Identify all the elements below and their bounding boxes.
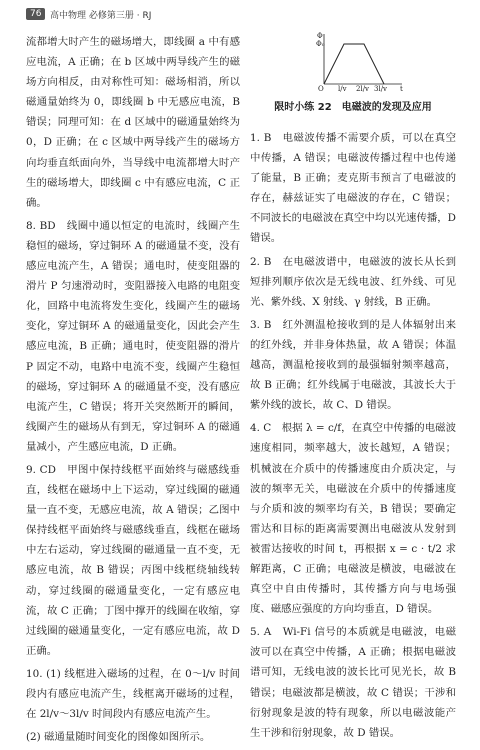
running-head: 高中物理 必修第三册 · RJ (50, 11, 152, 21)
paragraph: 3. B 红外测温枪接收到的是人体辐射出来的红外线，并非身体热量，故 A 错误；体温越高，测温枪接收到的最强辐射频率越高，故 B 正确；红外线属于电磁波，其波长大于紫外线的波长，故 C、D 错误。 (250, 318, 456, 412)
paragraph: 2. B 在电磁波谱中，电磁波的波长从长到短排列顺序依次是无线电波、红外线、可见光、紫外线、X 射线、γ 射线，B 正确。 (250, 255, 456, 308)
page-number: 76 (26, 8, 45, 20)
paragraph: (2) 磁通量随时间变化的图像如图所示。 (26, 731, 211, 744)
flux-time-graph (310, 32, 406, 92)
paragraph: 8. BD 线圈中通以恒定的电流时，线圈产生稳恒的磁场，穿过铜环 A 的磁通量不变，没有感应电流产生，A 错误；通电时，使变阻器的滑片 P 匀速滑动时，变阻器接入电路的电阻变化，回路中电流将发生变化，线圈产生的磁场变化，穿过铜环 A 的磁通量变化，因此会产生感应电流，B 正确；通电时，使变阻器的滑片 P 固定不动，电路中电流不变，线圈产生稳恒的磁场，穿过铜环 A 的磁通量不变，没有感应电流产生，C 错误；将开关突然断开的瞬间，线圈产生的磁场从有到无，穿过铜环 A 的磁通量减小，产生感应电流，D 正确。 (26, 219, 240, 453)
paragraph: 流都增大时产生的磁场增大，即线圈 a 中有感应电流，A 正确；在 b 区域中两导线产生的磁场方向相反，由对称性可知：磁场相消，所以磁通量始终为 0，即线圈 b 中无感应电流，B 错误；同理可知：在 d 区域中的磁通量始终为 0，D 正确；在 c 区域中两导线产生的磁场方向均垂直纸面向外，当导线中电流都增大时产生的磁场增大，即线圈 c 中有感应电流，C 正确。 (26, 36, 240, 209)
x-tick-label: 2l/v (356, 85, 370, 92)
x-tick-label: l/v (338, 85, 347, 92)
paragraph: 4. C 根据 λ = c/f，在真空中传播的电磁波速度相同，频率越大，波长越短，A 错误；机械波在介质中的传播速度由介质决定，与波的频率无关，电磁波在介质中的传播速度与介质和波的频率均有关，B 错误；要确定雷达和目标的距离需要测出电磁波从发射到被雷达接收的时间 t，再根据 x = c · t/2 求解距离，C 正确；电磁波是横波，电磁波在真空中自由传播时，其传播方向与电场强度、磁感应强度的方向均垂直，D 错误。 (250, 422, 456, 616)
paragraph: 5. A Wi-Fi 信号的本质就是电磁波，电磁波可以在真空中传播，A 正确；根据电磁波谱可知，无线电波的波长比可见光长，故 B 错误；电磁波都是横波，故 C 错误；干涉和衍射现象是波的特有现象，所以电磁波能产生干涉和衍射现象，故 D 错误。 (250, 626, 456, 739)
flux-line (324, 44, 384, 84)
y-axis-label: Φ (317, 32, 323, 40)
y-tick-label: Φ₀ (316, 40, 325, 48)
x-axis-label: t (400, 85, 403, 92)
section-title: 限时小练 22 电磁波的发现及应用 (274, 102, 432, 113)
x-tick-label: 3l/v (374, 85, 388, 92)
right-column (250, 128, 456, 746)
paragraph: 10. (1) 线框进入磁场的过程，在 0～l/v 时间段内有感应电流产生，线框离开磁场的过程，在 2l/v～3l/v 时间段内有感应电流产生。 (26, 667, 240, 721)
origin-label: O (318, 85, 324, 92)
left-column (26, 32, 240, 750)
paragraph: 1. B 电磁波传播不需要介质，可以在真空中传播，A 错误；电磁波传播过程中也传递了能量，B 正确；麦克斯韦预言了电磁波的存在，赫兹证实了电磁波的存在，C 错误；不同波长的电磁波在真空中均以光速传播，D 错误。 (250, 132, 456, 245)
page-header (0, 0, 480, 26)
paragraph: 9. CD 甲图中保持线框平面始终与磁感线垂直，线框在磁场中上下运动，穿过线圈的磁通量一直不变，无感应电流，故 A 错误；乙图中保持线框平面始终与磁感线垂直，线框在磁场中左右运动，穿过线圈的磁通量一直不变，无感应电流，故 B 错误；丙图中线框绕轴线转动，穿过线圈的磁通量变化，一定有感应电流，故 C 正确；丁图中撑开的线圈在收缩，穿过线圈的磁通量变化，一定有感应电流，故 D 正确。 (26, 463, 240, 657)
